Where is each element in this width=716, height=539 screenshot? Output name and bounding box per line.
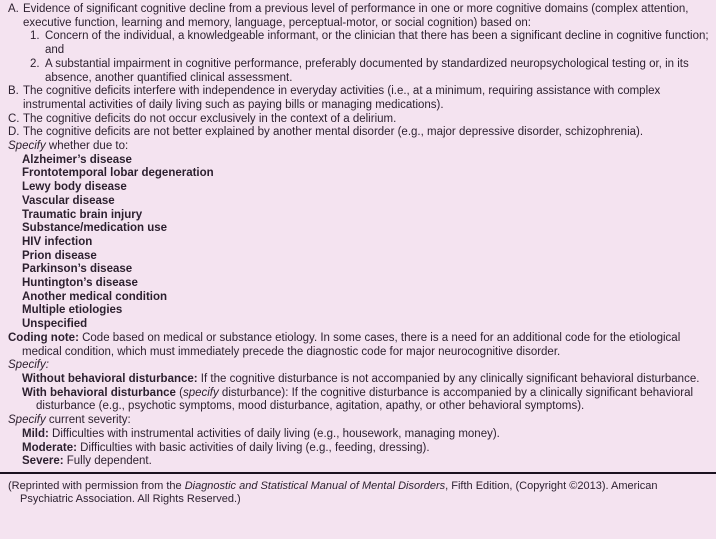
list-marker: B. <box>8 85 19 98</box>
attribution-footer <box>0 474 716 507</box>
criteria-line <box>8 209 710 223</box>
criteria-line <box>8 373 710 387</box>
text-segment: Concern of the individual, a knowledgeable informant, or the clinician that there has been a significant decline in cognitive function; and <box>45 30 709 57</box>
text-segment: Frontotemporal lobar degeneration <box>22 167 214 180</box>
text-segment: Substance/medication use <box>22 222 168 235</box>
criteria-line <box>8 304 710 318</box>
criteria-line <box>8 291 710 305</box>
text-segment: , Fifth Edition, (Copyright ©2013). American Psychiatric Association. All Rights Reserved.) <box>20 479 658 506</box>
criteria-line <box>8 58 710 85</box>
text-segment: Lewy body disease <box>22 181 127 194</box>
text-segment: Evidence of significant cognitive decline from a previous level of performance in one or more cognitive domains (complex attention, executive function, learning and memory, language, perceptual-motor, or social cognition) based on: <box>23 3 689 29</box>
criteria-line <box>8 222 710 236</box>
text-segment: Diagnostic and Statistical Manual of Mental Disorders <box>184 479 446 492</box>
text-segment: Specify: <box>8 359 49 372</box>
criteria-line <box>8 236 710 250</box>
criteria-line <box>8 195 710 209</box>
text-segment: Huntington’s disease <box>22 277 138 290</box>
criteria-line <box>8 428 710 442</box>
criteria-lines <box>8 3 710 469</box>
text-segment: (Reprinted with permission from the <box>8 479 185 492</box>
text-segment: Vascular disease <box>22 194 115 207</box>
text-segment: With behavioral disturbance <box>22 386 176 399</box>
criteria-line <box>8 113 710 127</box>
criteria-line <box>8 167 710 181</box>
text-segment: A substantial impairment in cognitive performance, preferably documented by standardized neuropsychological testing or, in its absence, another quantified clinical assessment. <box>45 57 689 84</box>
criteria-line <box>8 442 710 456</box>
text-segment: ( <box>175 386 183 399</box>
text-segment: The cognitive deficits interfere with independence in everyday activities (i.e., at a minimum, requiring assistance with complex instrumental activities of daily living such as paying bills or managing medications). <box>23 85 661 111</box>
text-segment: Difficulties with instrumental activities of daily living (e.g., housework, managing money). <box>48 427 500 440</box>
text-segment: Specify <box>8 414 46 427</box>
text-segment: Coding note: <box>8 331 79 344</box>
criteria-line <box>8 250 710 264</box>
criteria-line <box>8 126 710 140</box>
criteria-line <box>8 140 710 154</box>
list-marker: 2. <box>30 57 40 70</box>
text-segment: Parkinson’s disease <box>22 263 133 276</box>
criteria-line <box>8 181 710 195</box>
text-segment: Specify <box>8 140 46 153</box>
text-segment: Traumatic brain injury <box>22 208 143 221</box>
list-marker: C. <box>8 112 20 125</box>
attribution-text <box>8 480 706 507</box>
text-segment: specify <box>182 386 219 399</box>
criteria-line <box>8 3 710 30</box>
text-segment: Another medical condition <box>22 290 168 303</box>
text-segment: If the cognitive disturbance is not accompanied by any clinically significant behavioral disturbance. <box>197 372 700 385</box>
criteria-line <box>8 387 710 414</box>
list-marker: A. <box>8 3 19 15</box>
text-segment: The cognitive deficits do not occur exclusively in the context of a delirium. <box>23 112 397 125</box>
text-segment: Alzheimer’s disease <box>22 153 132 166</box>
list-marker: 1. <box>30 30 40 43</box>
criteria-line <box>8 277 710 291</box>
text-segment: HIV infection <box>22 235 93 248</box>
text-segment: Fully dependent. <box>63 455 152 468</box>
text-segment: Mild: <box>22 427 49 440</box>
text-segment: disturbance): If the cognitive disturbance is accompanied by a clinically significant behavioral disturbance (e.g., psychotic symptoms, mood disturbance, agitation, apathy, or other behavioral symptoms). <box>36 386 694 413</box>
criteria-line <box>8 455 710 469</box>
criteria-line <box>8 332 710 359</box>
criteria-line <box>8 30 710 57</box>
text-segment: Unspecified <box>22 318 88 331</box>
criteria-line <box>8 263 710 277</box>
text-segment: current severity: <box>45 414 131 427</box>
text-segment: Code based on medical or substance etiology. In some cases, there is a need for an additional code for the etiological medical condition, which must immediately precede the diagnostic code for major neurocognitive disorder. <box>22 331 681 358</box>
criteria-line <box>8 359 710 373</box>
text-segment: whether due to: <box>45 140 129 153</box>
text-segment: Prion disease <box>22 249 97 262</box>
text-segment: The cognitive deficits are not better explained by another mental disorder (e.g., major depressive disorder, schizophrenia). <box>23 126 644 139</box>
criteria-line <box>8 318 710 332</box>
text-segment: Without behavioral disturbance: <box>22 372 198 385</box>
text-segment: Multiple etiologies <box>22 304 123 317</box>
list-marker: D. <box>8 126 20 139</box>
criteria-line <box>8 85 710 112</box>
text-segment: Severe: <box>22 455 64 468</box>
criteria-line <box>8 414 710 428</box>
criteria-line <box>8 154 710 168</box>
text-segment: Difficulties with basic activities of daily living (e.g., feeding, dressing). <box>76 441 430 454</box>
text-segment: Moderate: <box>22 441 77 454</box>
